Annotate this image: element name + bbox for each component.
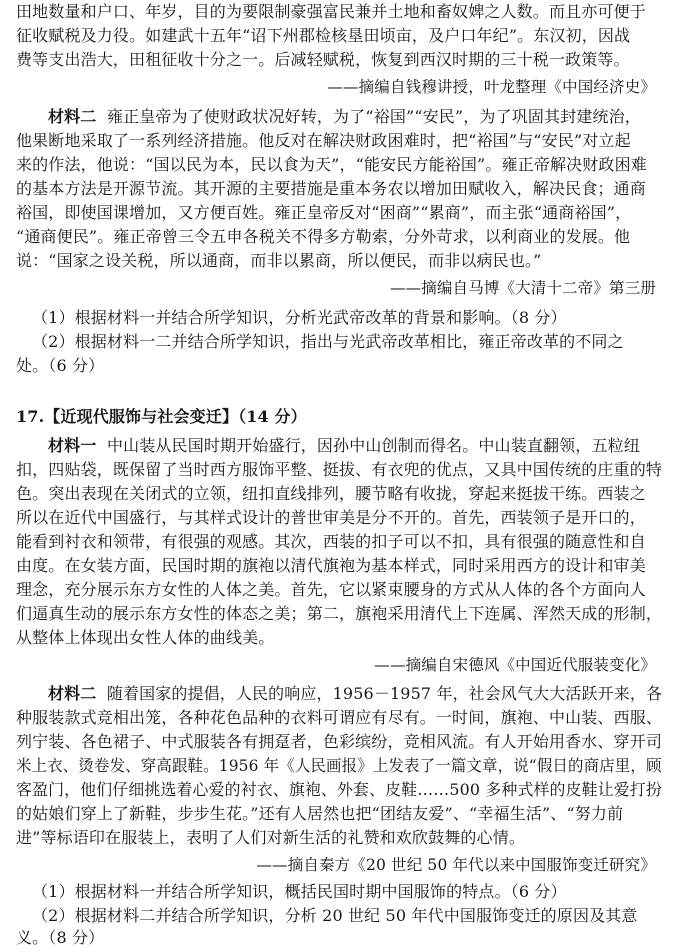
- q17-m1-line-5: 能看到衬衣和领带，有很强的观感。其次，西装的扣子可以不扣，具有很强的随意性和自: [16, 532, 646, 551]
- q17-heading: 17.【近现代服饰与社会变迁】（14 分）: [16, 407, 307, 426]
- q16-m1-source: ——摘编自钱穆讲授，叶龙整理《中国经济史》: [327, 78, 656, 96]
- q17-m2-line-3: 列宁装、各色裙子、中式服装各有拥趸者，色彩缤纷，竞相风流。有人开始用香水、穿开司: [16, 732, 663, 751]
- q17-m2-line-4: 米上衣、烫卷发、穿高跟鞋。1956 年《人民画报》上发表了一篇文章，说“假日的商店里，顾: [16, 756, 662, 775]
- q17-m2-line-2: 种服装款式竞相出笼，各种花色品种的衣料可谓应有尽有。一时间，旗袍、中山装、西服、: [16, 708, 663, 727]
- q17-m1-first-line: [48, 434, 640, 458]
- q17-m2-line-6: 的姑娘们穿上了新鞋，步步生花。”还有人居然也把“团结友爱”、“幸福生活”、“努力前: [16, 804, 624, 823]
- q16-m2-line-3: 来的作法，他说：“国以民为本，民以食为天”，“能安民方能裕国”。雍正帝解决财政困难: [16, 155, 647, 174]
- q17-m1-line-2: 扣，四贴袋，既保留了当时西方服饰平整、挺拔、有衣兜的优点，又具中国传统的庄重的特: [16, 460, 663, 479]
- q16-m1-line-2: 征收赋税及力役。如建武十五年“诏下州郡检核垦田顷亩，及户口年纪”。东汉初，因战: [16, 26, 631, 45]
- q16-m2-source: ——摘编自马博《大清十二帝》第三册: [389, 279, 656, 297]
- q17-m2-line-7: 进”等标语印在服装上，表明了人们对新生活的礼赞和欢欣鼓舞的心情。: [16, 828, 525, 847]
- q17-m1-line-8: 们逼真生动的展示东方女性的体态之美；第二，旗袍采用清代上下连属、浑然天成的形制，: [16, 604, 663, 623]
- q17-question-2: （2）根据材料二并结合所学知识，分析 20 世纪 50 年代中国服饰变迁的原因及其意: [32, 906, 638, 925]
- q16-m1-line-1: 田地数量和户口、年岁，目的为要限制豪强富民兼并土地和畜奴婢之人数。而且亦可便于: [16, 2, 646, 21]
- q16-question-2: （2）根据材料一二并结合所学知识，指出与光武帝改革相比，雍正帝改革的不同之: [32, 332, 624, 351]
- q17-question-2-cont: 义。（8 分）: [16, 928, 105, 947]
- q16-m2-label: 材料二: [48, 107, 97, 126]
- q16-m2-line-5: 裕国，即使国课增加，又方便百姓。雍正皇帝反对“困商”“累商”，而主张“通商裕国”，: [16, 203, 632, 222]
- q17-m1-source: ——摘编自宋德风《中国近代服装变化》: [374, 656, 656, 674]
- q17-m1-line-3: 色。突出表现在关闭式的立领，纽扣直线排列，腰节略有收拢，穿起来挺拔干练。西装之: [16, 484, 646, 503]
- q16-question-1: （1）根据材料一并结合所学知识，分析光武帝改革的背景和影响。（8 分）: [32, 308, 567, 327]
- q16-m2-line-1: 雍正皇帝为了使财政状况好转，为了“裕国”“安民”，为了巩固其封建统治，: [106, 107, 641, 126]
- q16-m2-line-6: “通商便民”。雍正帝曾三令五申各税关不得多方勒索，分外苛求，以利商业的发展。他: [16, 227, 631, 246]
- q17-m1-line-7: 理念，充分展示东方女性的人体之美。首先，它以紧束腰身的方式从人体的各个方面向人: [16, 580, 646, 599]
- q16-m2-line-4: 的基本方法是开源节流。其开源的主要措施是重本务农以增加田赋收入，解决民食；通商: [16, 179, 646, 198]
- q17-m1-line-6: 由度。在女装方面，民国时期的旗袍以清代旗袍为基本样式，同时采用西方的设计和审美: [16, 556, 646, 575]
- q17-m1-label: 材料一: [48, 436, 97, 455]
- q17-m2-source: ——摘自秦方《20 世纪 50 年代以来中国服饰变迁研究》: [256, 856, 656, 874]
- q17-m1-line-1: 中山装从民国时期开始盛行，因孙中山创制而得名。中山装直翻领，五粒纽: [106, 436, 640, 455]
- q16-m1-line-3: 费等支出浩大，田租征收十分之一。后减轻赋税，恢复到西汉时期的三十税一政策等。: [16, 50, 630, 69]
- q16-m2-line-7: 说：“国家之设关税，所以通商，而非以累商，所以便民，而非以病民也。”: [16, 251, 542, 270]
- q17-m2-line-1: 随着国家的提倡，人民的响应，1956－1957 年，社会风气大大活跃开来，各: [106, 684, 663, 703]
- q16-question-2-cont: 处。（6 分）: [16, 356, 105, 375]
- q17-m1-line-9: 从整体上体现出女性人体的曲线美。: [16, 628, 275, 647]
- q17-question-1: （1）根据材料一并结合所学知识，概括民国时期中国服饰的特点。（6 分）: [32, 882, 567, 901]
- q16-m2-line-2: 他果断地采取了一系列经济措施。他反对在解决财政困难时，把“裕国”与“安民”对立起: [16, 131, 631, 150]
- q17-m2-first-line: [48, 682, 662, 706]
- q17-m1-line-4: 所以在近代中国盛行，与其样式设计的普世审美是分不开的。首先，西装领子是开口的，: [16, 508, 646, 527]
- q16-m2-first-line: [48, 105, 641, 129]
- q17-m2-label: 材料二: [48, 684, 97, 703]
- q17-m2-line-5: 客盈门，他们仔细挑选着心爱的衬衣、旗袍、外套、皮鞋……500 多种式样的皮鞋让爱打扮: [16, 780, 662, 799]
